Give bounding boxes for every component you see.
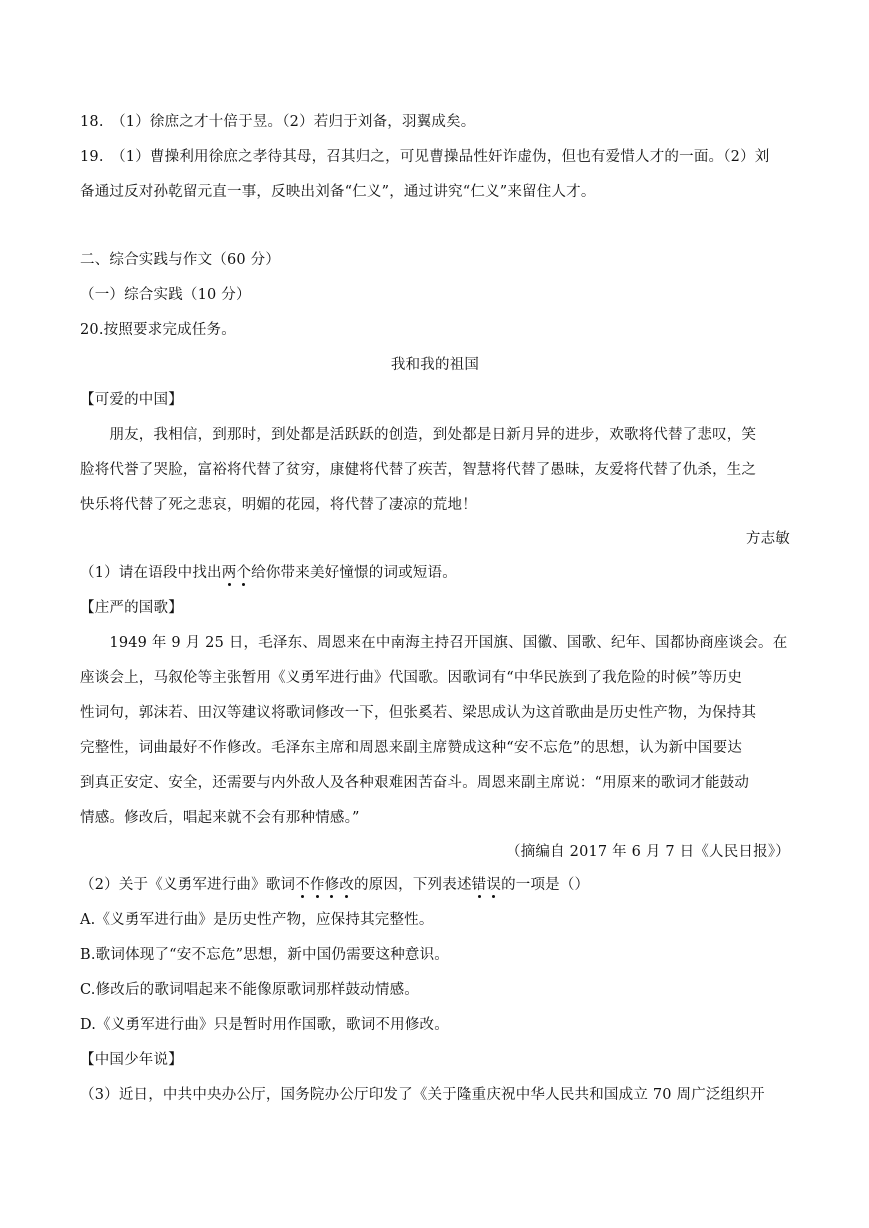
passage-title: 我和我的祖国 [390,357,480,373]
emphasis-char: 误 [486,877,502,893]
option-d: D.《义勇军进行曲》只是暂时用作国歌，歌词不用修改。 [80,1017,449,1033]
passage-2-line-5: 到真正安定、安全，还需要与内外敌人及各种艰难困苦奋斗。周恩来副主席说：“用原来的歌词才能鼓动 [80,775,750,791]
passage-2-line-6: 情感。修改后，唱起来就不会有那种情感。” [80,810,360,826]
passage-2-line-1: 1949 年 9 月 25 日，毛泽东、周恩来在中南海主持召开国旗、国徽、国歌、纪年、国都协商座谈会。在 [80,635,788,651]
question-text: （2）关于《义勇军进行曲》歌词 [80,877,296,893]
question-20-2 [80,875,790,895]
question-text: 的一项是（） [501,877,590,893]
answer-19-line-2: 备通过反对孙乾留元直一事，反映出刘备“仁义”，通过讲究“仁义”来留住人才。 [80,184,596,200]
section-heading: 二、综合实践与作文（60 分） [80,252,281,268]
passage-2-line-4: 完整性，词曲最好不作修改。毛泽东主席和周恩来副主席赞成这种“安不忘危”的思想，认为新中国要达 [80,740,743,756]
question-20-1 [80,563,790,583]
question-text: 给你带来美好憧憬的词或短语。 [251,565,457,581]
answer-19-line-1: 19. （1）曹操利用徐庶之孝待其母，召其归之，可见曹操品性奸诈虚伪，但也有爱惜人才的一面。（2）刘 [80,149,770,165]
question-20: 20.按照要求完成任务。 [80,322,236,338]
subsection-heading: （一）综合实践（10 分） [80,287,251,303]
passage-2-line-2: 座谈会上，马叙伦等主张暂用《义勇军进行曲》代国歌。因歌词有“中华民族到了我危险的时候”等历史 [80,670,743,686]
emphasis-char: 个 [236,565,252,581]
passage-2-line-3: 性词句，郭沫若、田汉等建议将歌词修改一下，但张奚若、梁思成认为这首歌曲是历史性产物，为保持其 [80,705,757,721]
option-b: B.歌词体现了“安不忘危”思想，新中国仍需要这种意识。 [80,947,449,963]
passage-1-line-3: 快乐将代替了死之悲哀，明媚的花园，将代替了凄凉的荒地！ [80,497,477,513]
emphasis-char: 修 [324,877,340,893]
part-heading-anthem: 【庄严的国歌】 [80,600,183,616]
question-20-3: （3）近日，中共中央办公厅，国务院办公厅印发了《关于隆重庆祝中华人民共和国成立 70 周广泛组织开 [80,1087,765,1103]
part-heading-youth: 【中国少年说】 [80,1052,183,1068]
question-text: 的原因，下列表述 [354,877,472,893]
emphasis-char: 错 [471,877,487,893]
question-text: （1）请在语段中找出 [80,565,222,581]
passage-1-line-2: 脸将代誉了哭脸，富裕将代替了贫穷，康健将代替了疾苦，智慧将代替了愚昧，友爱将代替了仇杀，生之 [80,462,757,478]
emphasis-char: 改 [339,877,355,893]
emphasis-char: 作 [309,877,325,893]
passage-1-line-1: 朋友，我相信，到那时，到处都是活跃跃的创造，到处都是日新月异的进步，欢歌将代替了悲叹，笑 [80,427,757,443]
emphasis-char: 两 [221,565,237,581]
emphasis-char: 不 [295,877,310,893]
answer-18: 18. （1）徐庶之才十倍于昱。（2）若归于刘备，羽翼成矣。 [80,114,476,130]
part-heading-lovely-china: 【可爱的中国】 [80,392,183,408]
passage-1-author: 方志敏 [745,531,790,547]
passage-2-source: （摘编自 2017 年 6 月 7 日《人民日报》） [506,844,790,860]
option-c: C.修改后的歌词唱起来不能像原歌词那样鼓动情感。 [80,982,419,998]
option-a: A.《义勇军进行曲》是历史性产物，应保持其完整性。 [80,912,434,928]
